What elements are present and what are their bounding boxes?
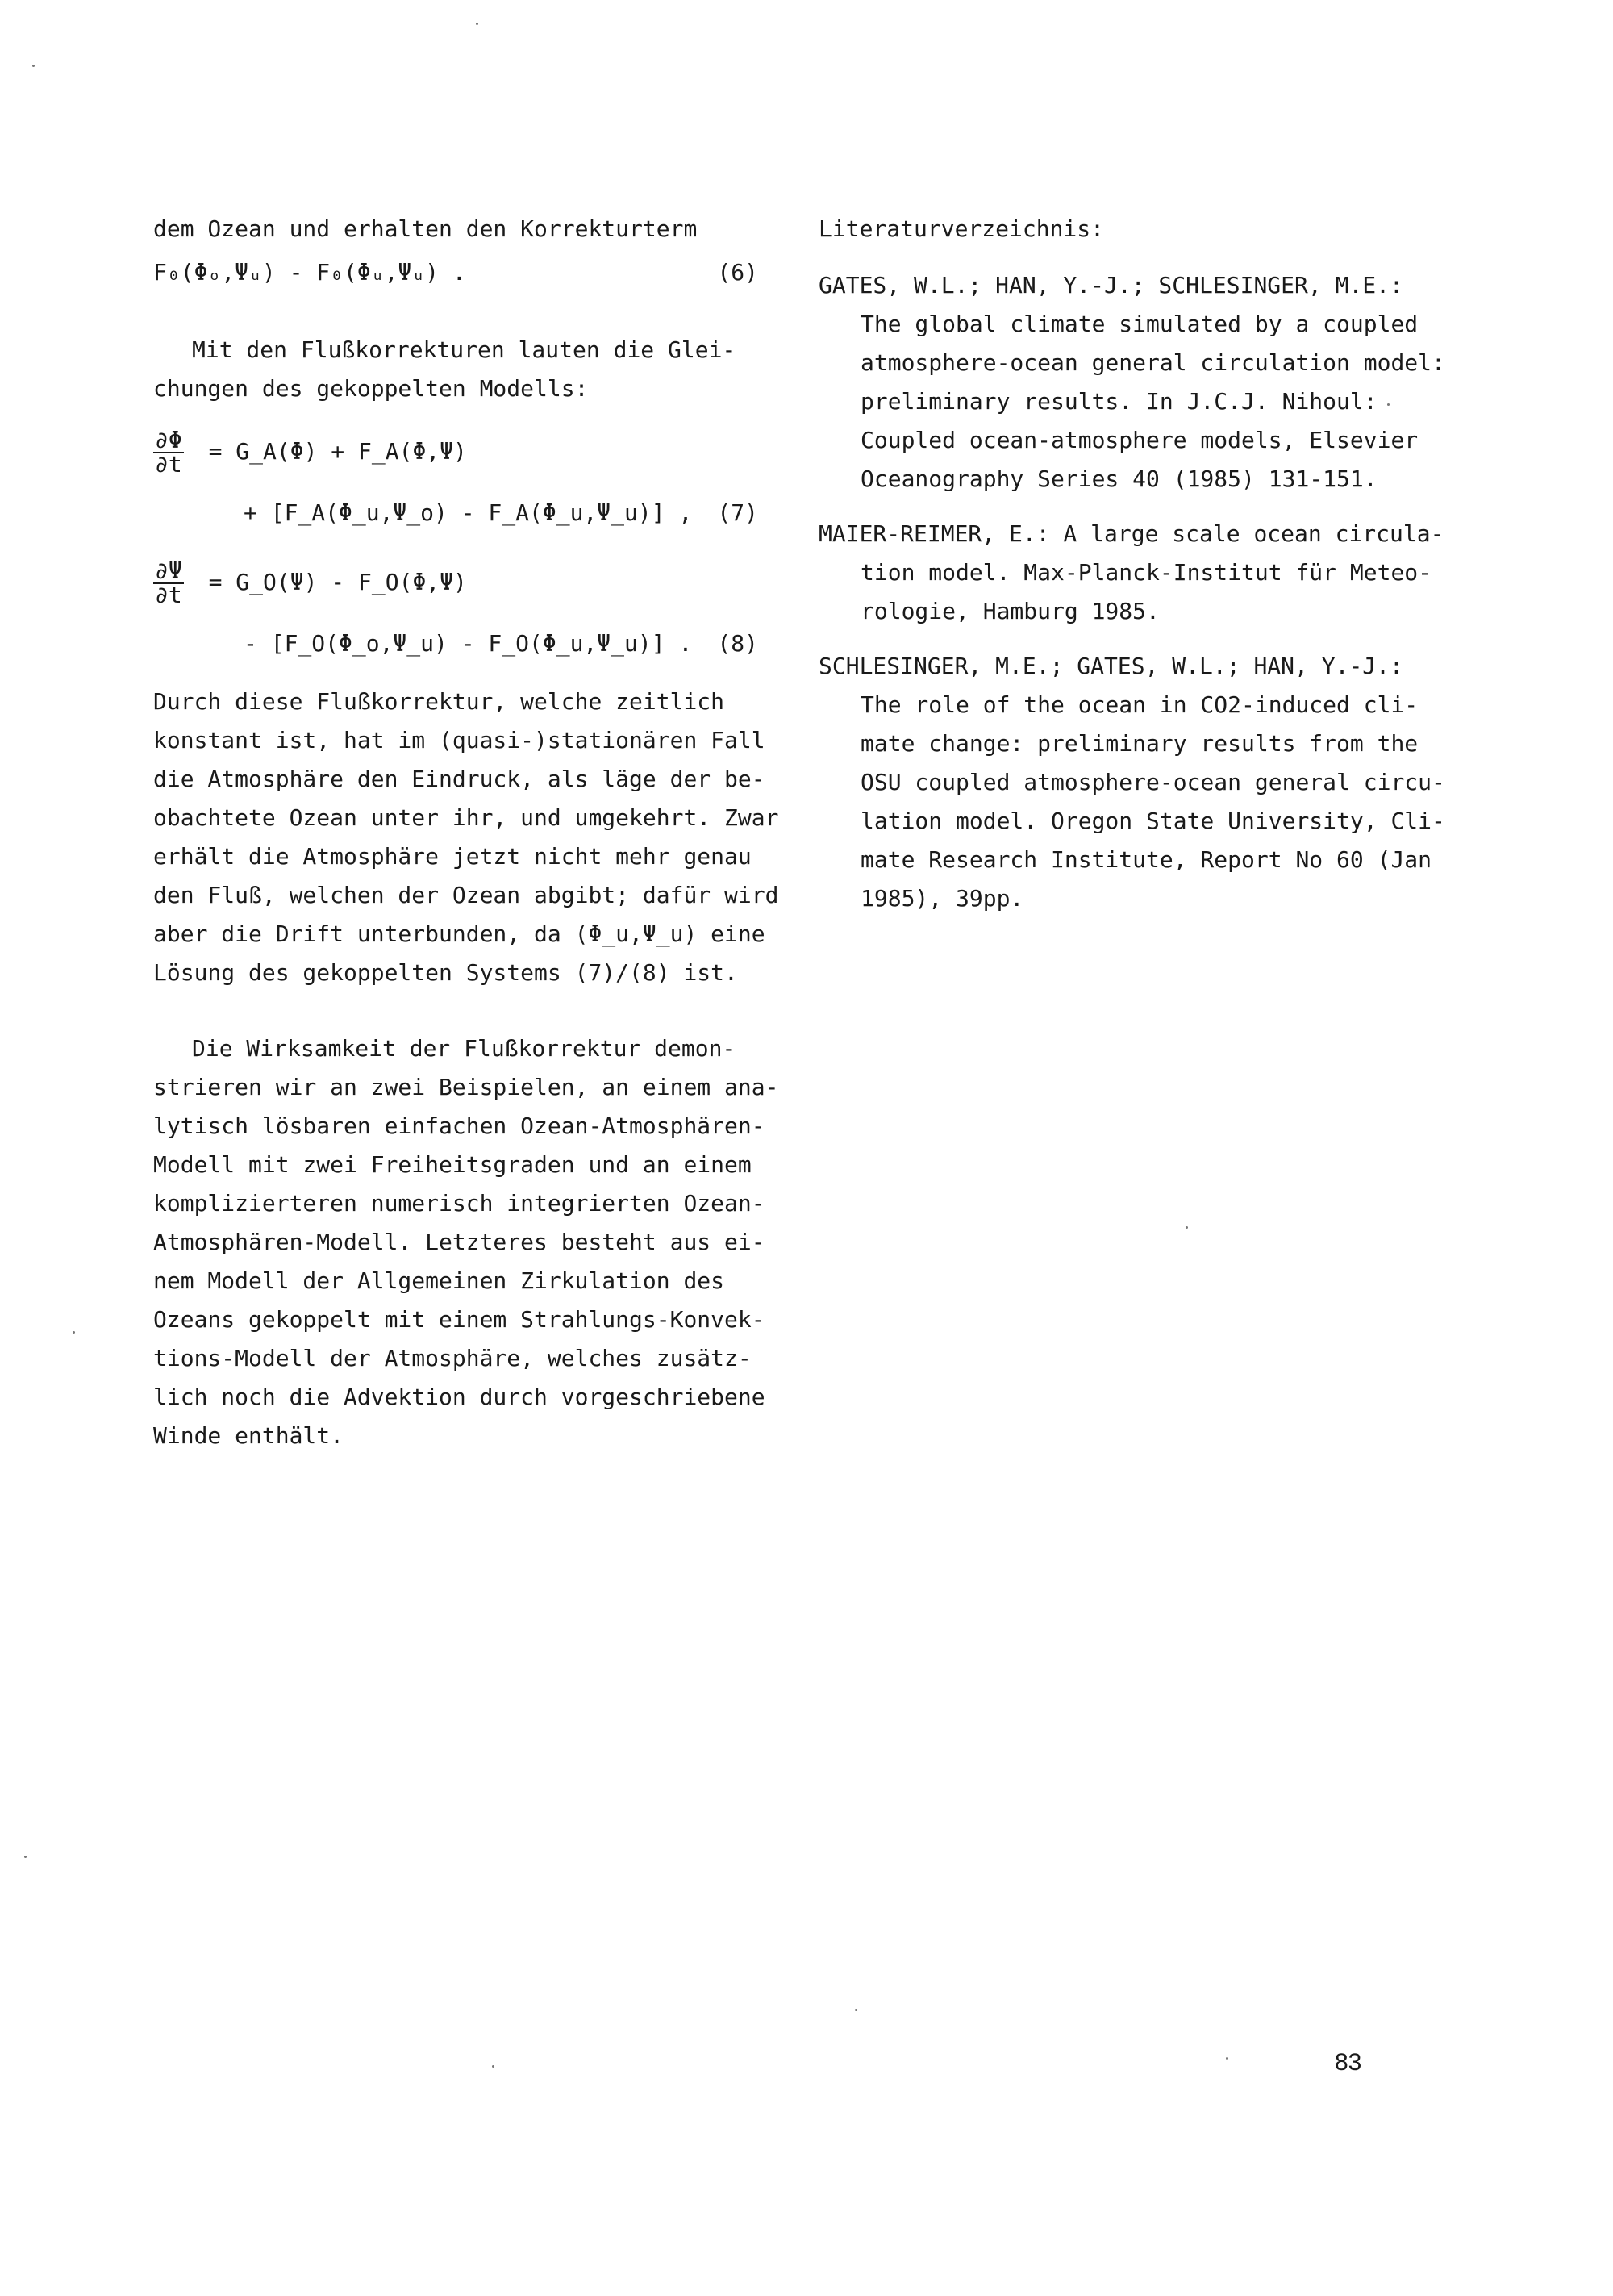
equation-8a [153,557,758,608]
reference-authors: MAIER-REIMER, E.: A large scale ocean circula- [819,520,1444,547]
equation-7a-rhs: = G_A(Φ) + F_A(Φ,Ψ) [208,438,467,465]
reference-authors: GATES, W.L.; HAN, Y.-J.; SCHLESINGER, M.E.: [819,272,1403,298]
equation-8-number: (8) [717,630,758,657]
equation-7a [153,427,758,478]
paragraph-line: Ozeans gekoppelt mit einem Strahlungs-Konvek- [153,1306,765,1333]
paragraph-line: die Atmosphäre den Eindruck, als läge der be- [153,766,765,792]
paragraph-line: den Fluß, welchen der Ozean abgibt; dafür wird [153,882,779,908]
scan-speck [1186,1226,1188,1229]
paragraph-line: konstant ist, hat im (quasi-)stationären Fall [153,727,765,754]
reference-line: Coupled ocean-atmosphere models, Elsevier [861,427,1419,453]
reference-line: OSU coupled atmosphere-ocean general circu- [861,769,1445,795]
paragraph-line: tions-Modell der Atmosphäre, welches zusätz- [153,1345,752,1371]
reference-line: preliminary results. In J.C.J. Nihoul: [861,388,1378,415]
reference-line: atmosphere-ocean general circulation model: [861,349,1445,376]
scan-speck [492,2065,494,2068]
fraction [153,429,184,476]
paragraph-line: Winde enthält. [153,1422,344,1449]
paragraph-line: aber die Drift unterbunden, da (Φ_u,Ψ_u) eine [153,920,765,947]
paragraph-line: komplizierteren numerisch integrierten Ozean- [153,1190,765,1217]
paragraph-line: strieren wir an zwei Beispielen, an einem ana- [153,1074,779,1100]
paragraph-line: obachtete Ozean unter ihr, und umgekehrt. Zwar [153,804,779,831]
equation-7-number: (7) [717,499,758,526]
reference-line: The global climate simulated by a coupled [861,311,1419,337]
reference-maier-reimer [819,515,1444,631]
reference-line: tion model. Max-Planck-Institut für Meteo- [861,559,1432,586]
scan-speck [24,1856,27,1858]
scan-speck [1226,2057,1228,2060]
equation-8b-expression: - [F_O(Φ_o,Ψ_u) - F_O(Φ_u,Ψ_u)] . [244,630,693,657]
references-heading: Literaturverzeichnis: [819,215,1105,242]
reference-line: mate change: preliminary results from the [861,730,1419,757]
scan-speck [73,1331,75,1334]
paragraph-line: lich noch die Advektion durch vorgeschriebene [153,1384,765,1410]
equation-6-expression: F₀(Φₒ,Ψᵤ) - F₀(Φᵤ,Ψᵤ) . [153,259,466,286]
paragraph-1 [153,331,758,408]
fraction-denominator: ∂t [155,451,182,478]
equation-6 [153,253,758,295]
reference-line: 1985), 39pp. [861,885,1024,912]
paragraph-line: Atmosphären-Modell. Letzteres besteht aus ei- [153,1229,765,1255]
fraction-numerator: ∂Φ [155,427,182,453]
equation-6-number: (6) [717,259,758,286]
scan-speck [32,65,35,67]
paragraph-line: Die Wirksamkeit der Flußkorrektur demon- [192,1035,736,1062]
paragraph-line: Modell mit zwei Freiheitsgraden und an einem [153,1151,752,1178]
intro-line: dem Ozean und erhalten den Korrekturterm [153,215,698,242]
paragraph-line: chungen des gekoppelten Modells: [153,375,589,402]
reference-line: lation model. Oregon State University, Cli- [861,808,1445,834]
fraction-denominator: ∂t [155,582,182,608]
reference-gates [819,266,1445,499]
equation-8a-rhs: = G_O(Ψ) - F_O(Φ,Ψ) [208,569,467,595]
paragraph-line: Lösung des gekoppelten Systems (7)/(8) ist. [153,959,738,986]
reference-line: rologie, Hamburg 1985. [861,598,1160,624]
paragraph-line: Durch diese Flußkorrektur, welche zeitlich [153,688,725,715]
paragraph-line: lytisch lösbaren einfachen Ozean-Atmosphären- [153,1113,765,1139]
equation-7b [153,494,758,536]
reference-authors: SCHLESINGER, M.E.; GATES, W.L.; HAN, Y.-J.: [819,653,1403,679]
paragraph-2 [153,683,779,992]
equation-7b-expression: + [F_A(Φ_u,Ψ_o) - F_A(Φ_u,Ψ_u)] , [244,499,693,526]
scan-speck [1387,403,1390,406]
scan-speck [855,2009,857,2011]
fraction-numerator: ∂Ψ [155,557,182,584]
paragraph-3 [153,1029,779,1455]
page-number: 83 [1335,2049,1362,2076]
equation-8b [153,624,758,666]
paragraph-line: nem Modell der Allgemeinen Zirkulation des [153,1267,725,1294]
paragraph-line: Mit den Flußkorrekturen lauten die Glei- [192,336,736,363]
right-column [819,210,1445,934]
fraction [153,557,184,608]
reference-schlesinger [819,647,1445,918]
reference-line: Oceanography Series 40 (1985) 131-151. [861,465,1378,492]
scan-speck [476,23,478,25]
paragraph-line: erhält die Atmosphäre jetzt nicht mehr genau [153,843,752,870]
left-column [153,210,779,1455]
reference-line: The role of the ocean in CO2-induced cli- [861,691,1419,718]
reference-line: mate Research Institute, Report No 60 (Jan [861,846,1432,873]
